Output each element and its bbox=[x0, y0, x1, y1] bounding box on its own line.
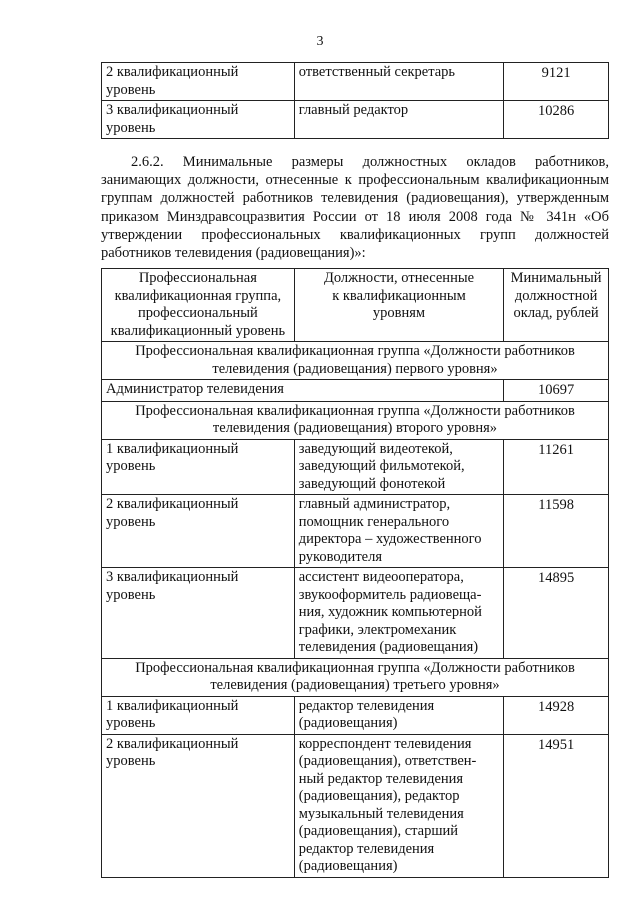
header-group-level: Профессиональная квалификационная группа, профессиональный квалификационный уровень bbox=[102, 269, 295, 342]
salary-cell: 14895 bbox=[504, 568, 609, 659]
salary-cell: 10286 bbox=[504, 101, 609, 139]
position-cell: ассистент видеооператора, звукооформитель радиовеща- ния, художник компьютерной графики, электромеханик телевидения (радиовещания) bbox=[294, 568, 504, 659]
salary-cell: 11261 bbox=[504, 439, 609, 495]
position-cell: корреспондент телевидения (радиовещания), ответствен- ный редактор телевидения (радиовещания), редактор музыкальный телевидения (радиовещания), старший редактор телевидения (радиовещания) bbox=[294, 734, 504, 877]
level-cell: 2 квалификационный уровень bbox=[102, 495, 295, 568]
table-row bbox=[102, 696, 609, 734]
section-paragraph: 2.6.2. Минимальные размеры должностных окладов работников, занимающих должности, отнесенные к профессиональным квалификационным группам должностей работников телевидения (радиовещания), утвержденным приказом Минздравсоцразвития России от 18 июля 2008 года № 341н «Об утверждении профессиональных квалификационных групп должностей работников телевидения (радиовещания)»: bbox=[101, 154, 609, 262]
salary-cell: 14951 bbox=[504, 734, 609, 877]
level-cell: 3 квалификационный уровень bbox=[102, 101, 295, 139]
page-number: 3 bbox=[316, 34, 324, 49]
table-row bbox=[102, 380, 609, 402]
level-cell: 1 квалификационный уровень bbox=[102, 439, 295, 495]
header-positions: Должности, отнесенные к квалификационным уровням bbox=[294, 269, 504, 342]
group-title: Профессиональная квалификационная группа «Должности работников телевидения (радиовещания) первого уровня» bbox=[102, 342, 609, 380]
group-title-row bbox=[102, 658, 609, 696]
salary-cell: 11598 bbox=[504, 495, 609, 568]
position-cell: Администратор телевидения bbox=[102, 380, 504, 402]
level-cell: 1 квалификационный уровень bbox=[102, 696, 295, 734]
header-salary: Минимальный должностной оклад, рублей bbox=[504, 269, 609, 342]
main-salary-table bbox=[101, 268, 609, 878]
group-title: Профессиональная квалификационная группа «Должности работников телевидения (радиовещания) второго уровня» bbox=[102, 401, 609, 439]
table-row bbox=[102, 568, 609, 659]
position-cell: главный редактор bbox=[294, 101, 504, 139]
salary-cell: 9121 bbox=[504, 63, 609, 101]
position-cell: редактор телевидения (радиовещания) bbox=[294, 696, 504, 734]
salary-cell: 10697 bbox=[504, 380, 609, 402]
top-salary-table bbox=[101, 62, 609, 139]
table-row bbox=[102, 495, 609, 568]
table-row bbox=[102, 439, 609, 495]
position-cell: ответственный секретарь bbox=[294, 63, 504, 101]
group-title-row bbox=[102, 401, 609, 439]
position-cell: главный администратор, помощник генерального директора – художественного руководителя bbox=[294, 495, 504, 568]
level-cell: 3 квалификационный уровень bbox=[102, 568, 295, 659]
salary-cell: 14928 bbox=[504, 696, 609, 734]
level-cell: 2 квалификационный уровень bbox=[102, 734, 295, 877]
table-row bbox=[102, 63, 609, 101]
table-row bbox=[102, 101, 609, 139]
table-row bbox=[102, 734, 609, 877]
table-header-row bbox=[102, 269, 609, 342]
group-title: Профессиональная квалификационная группа «Должности работников телевидения (радиовещания) третьего уровня» bbox=[102, 658, 609, 696]
level-cell: 2 квалификационный уровень bbox=[102, 63, 295, 101]
group-title-row bbox=[102, 342, 609, 380]
position-cell: заведующий видеотекой, заведующий фильмотекой, заведующий фонотекой bbox=[294, 439, 504, 495]
